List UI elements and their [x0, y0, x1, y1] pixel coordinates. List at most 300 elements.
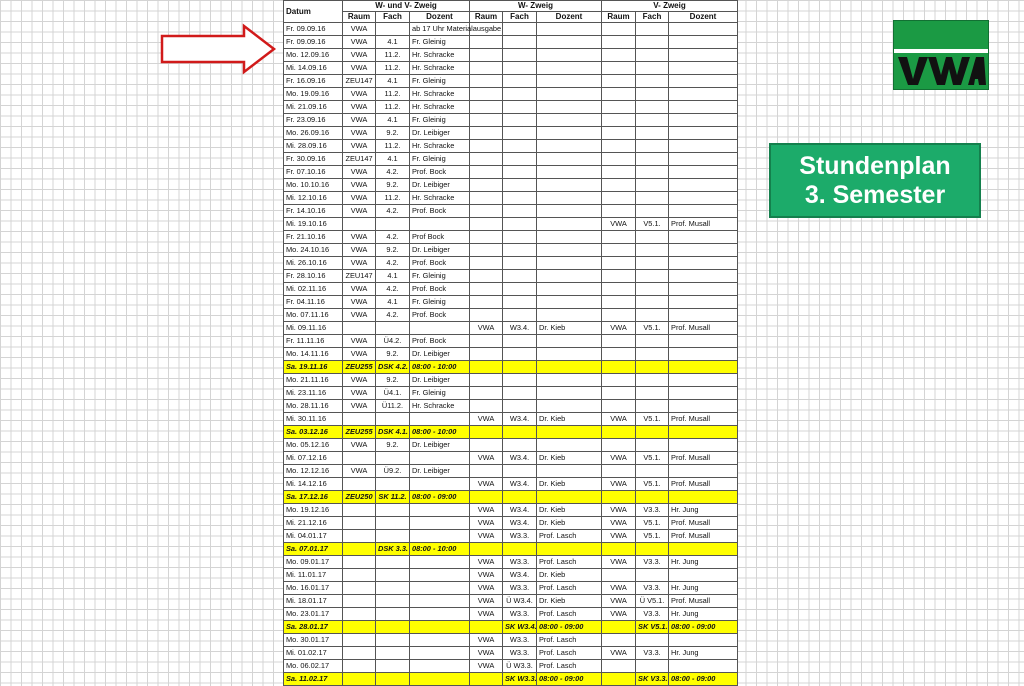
table-cell — [602, 361, 636, 374]
table-cell — [537, 49, 602, 62]
table-cell: VWA — [470, 634, 503, 647]
table-cell — [503, 75, 537, 88]
table-cell: SK W3.4. — [503, 621, 537, 634]
table-cell — [503, 309, 537, 322]
cell-datum: Mo. 12.12.16 — [284, 465, 343, 478]
table-cell — [669, 88, 738, 101]
table-cell — [537, 192, 602, 205]
table-cell — [537, 296, 602, 309]
table-cell: SK V5.1. — [636, 621, 669, 634]
table-cell: VWA — [470, 504, 503, 517]
table-row — [284, 556, 738, 569]
table-cell: V3.3. — [636, 608, 669, 621]
table-cell: Hr. Jung — [669, 647, 738, 660]
table-row — [284, 452, 738, 465]
table-cell: VWA — [602, 504, 636, 517]
table-cell: 9.2. — [376, 179, 410, 192]
table-cell — [537, 218, 602, 231]
table-cell: Hr. Schracke — [410, 192, 470, 205]
cell-datum: Fr. 11.11.16 — [284, 335, 343, 348]
table-cell — [537, 491, 602, 504]
table-cell — [602, 660, 636, 673]
table-cell — [602, 88, 636, 101]
table-row — [284, 205, 738, 218]
table-cell: Hr. Schracke — [410, 400, 470, 413]
table-cell — [503, 400, 537, 413]
table-row — [284, 127, 738, 140]
table-cell — [470, 205, 503, 218]
table-cell — [503, 296, 537, 309]
table-cell — [537, 270, 602, 283]
table-cell — [602, 257, 636, 270]
table-cell — [343, 530, 376, 543]
table-cell — [636, 400, 669, 413]
table-row — [284, 114, 738, 127]
table-cell: 11.2. — [376, 88, 410, 101]
table-cell: Ü9.2. — [376, 465, 410, 478]
table-row — [284, 335, 738, 348]
cell-datum: Fr. 14.10.16 — [284, 205, 343, 218]
table-cell — [470, 101, 503, 114]
table-cell — [343, 504, 376, 517]
table-cell — [503, 179, 537, 192]
table-cell — [537, 166, 602, 179]
table-cell — [376, 660, 410, 673]
table-row — [284, 179, 738, 192]
table-cell: 4.2. — [376, 283, 410, 296]
table-cell — [343, 218, 376, 231]
table-cell: 4.2. — [376, 205, 410, 218]
cell-datum: Mi. 14.09.16 — [284, 62, 343, 75]
table-cell: Prof. Lasch — [537, 608, 602, 621]
cell-datum: Mi. 23.11.16 — [284, 387, 343, 400]
table-cell — [376, 452, 410, 465]
table-cell: VWA — [602, 556, 636, 569]
table-cell — [503, 361, 537, 374]
table-cell — [537, 283, 602, 296]
cell-datum: Mo. 28.11.16 — [284, 400, 343, 413]
cell-datum: Mo. 05.12.16 — [284, 439, 343, 452]
table-cell: Hr. Schracke — [410, 101, 470, 114]
cell-datum: Mo. 19.12.16 — [284, 504, 343, 517]
table-cell — [602, 127, 636, 140]
table-cell: Prof. Musall — [669, 218, 738, 231]
table-cell — [376, 595, 410, 608]
table-cell — [376, 556, 410, 569]
table-cell — [343, 322, 376, 335]
table-row — [284, 673, 738, 686]
table-cell — [410, 452, 470, 465]
table-cell: Fr. Gleinig — [410, 296, 470, 309]
table-cell: VWA — [343, 296, 376, 309]
table-cell: VWA — [470, 569, 503, 582]
table-cell — [470, 153, 503, 166]
table-row — [284, 166, 738, 179]
table-cell: 08:00 - 09:00 — [410, 491, 470, 504]
table-cell — [669, 75, 738, 88]
table-cell — [503, 257, 537, 270]
table-cell — [669, 374, 738, 387]
table-cell: VWA — [470, 660, 503, 673]
table-cell — [669, 439, 738, 452]
table-cell: Fr. Gleinig — [410, 75, 470, 88]
group-wv: W- und V- Zweig — [343, 1, 470, 12]
table-cell — [470, 335, 503, 348]
table-row — [284, 569, 738, 582]
col-dozent: Dozent — [669, 12, 738, 23]
table-row — [284, 283, 738, 296]
table-row — [284, 348, 738, 361]
table-row — [284, 296, 738, 309]
table-cell — [537, 88, 602, 101]
cell-datum: Mi. 21.09.16 — [284, 101, 343, 114]
table-cell: 08:00 - 10:00 — [410, 426, 470, 439]
table-cell: 4.2. — [376, 309, 410, 322]
table-cell: Dr. Leibiger — [410, 127, 470, 140]
table-cell — [537, 140, 602, 153]
table-cell — [669, 283, 738, 296]
table-cell — [602, 673, 636, 686]
table-cell: ZEU147 — [343, 270, 376, 283]
table-cell: VWA — [343, 348, 376, 361]
table-cell — [503, 218, 537, 231]
table-cell — [669, 660, 738, 673]
table-cell: 4.2. — [376, 257, 410, 270]
table-cell — [669, 335, 738, 348]
table-cell — [470, 309, 503, 322]
table-cell — [636, 361, 669, 374]
table-cell: 08:00 - 09:00 — [537, 621, 602, 634]
table-cell: VWA — [343, 127, 376, 140]
col-raum: Raum — [602, 12, 636, 23]
table-cell — [376, 504, 410, 517]
table-cell — [343, 478, 376, 491]
table-cell: VWA — [343, 465, 376, 478]
cell-datum: Sa. 07.01.17 — [284, 543, 343, 556]
table-cell — [602, 309, 636, 322]
table-cell — [470, 465, 503, 478]
table-cell: 08:00 - 10:00 — [410, 543, 470, 556]
table-cell — [470, 270, 503, 283]
col-fach: Fach — [376, 12, 410, 23]
table-cell: Prof. Musall — [669, 413, 738, 426]
table-cell: Prof. Lasch — [537, 647, 602, 660]
table-cell: W3.3. — [503, 582, 537, 595]
table-row — [284, 400, 738, 413]
table-cell — [669, 231, 738, 244]
table-cell — [410, 647, 470, 660]
table-cell — [636, 283, 669, 296]
table-cell — [602, 439, 636, 452]
table-cell: VWA — [343, 257, 376, 270]
table-cell — [537, 374, 602, 387]
table-cell — [636, 374, 669, 387]
table-cell: V3.3. — [636, 556, 669, 569]
table-cell: Prof. Lasch — [537, 582, 602, 595]
table-cell — [410, 660, 470, 673]
table-cell — [669, 62, 738, 75]
table-cell — [376, 608, 410, 621]
table-cell: VWA — [343, 36, 376, 49]
table-row — [284, 153, 738, 166]
table-cell: VWA — [343, 387, 376, 400]
table-cell — [636, 387, 669, 400]
table-cell — [636, 491, 669, 504]
table-cell: Ü4.1. — [376, 387, 410, 400]
table-cell — [537, 335, 602, 348]
table-cell — [470, 140, 503, 153]
table-cell: W3.4. — [503, 478, 537, 491]
table-cell — [410, 634, 470, 647]
table-cell: VWA — [470, 413, 503, 426]
table-cell — [503, 205, 537, 218]
table-cell — [537, 231, 602, 244]
table-cell — [470, 114, 503, 127]
table-cell — [636, 569, 669, 582]
table-cell: V5.1. — [636, 413, 669, 426]
table-cell: VWA — [343, 231, 376, 244]
cell-datum: Fr. 23.09.16 — [284, 114, 343, 127]
table-cell: 08:00 - 09:00 — [669, 621, 738, 634]
table-cell: Dr. Leibiger — [410, 465, 470, 478]
table-cell: Hr. Jung — [669, 504, 738, 517]
table-cell — [669, 179, 738, 192]
table-row — [284, 322, 738, 335]
cell-datum: Mi. 18.01.17 — [284, 595, 343, 608]
cell-datum: Mi. 09.11.16 — [284, 322, 343, 335]
table-row — [284, 374, 738, 387]
table-cell — [470, 296, 503, 309]
table-cell: Ü W3.3. — [503, 660, 537, 673]
table-row — [284, 387, 738, 400]
table-cell — [602, 192, 636, 205]
table-row — [284, 439, 738, 452]
table-cell: 08:00 - 09:00 — [537, 673, 602, 686]
table-cell: VWA — [470, 647, 503, 660]
table-cell — [669, 140, 738, 153]
table-row — [284, 192, 738, 205]
table-cell — [376, 517, 410, 530]
table-cell: Fr. Gleinig — [410, 114, 470, 127]
table-cell — [636, 114, 669, 127]
table-cell: 08:00 - 10:00 — [410, 361, 470, 374]
table-cell — [410, 478, 470, 491]
table-cell — [343, 647, 376, 660]
table-cell — [470, 621, 503, 634]
table-cell — [410, 517, 470, 530]
cell-datum: Mi. 26.10.16 — [284, 257, 343, 270]
table-cell — [537, 75, 602, 88]
table-cell — [537, 114, 602, 127]
table-cell: Dr. Kieb — [537, 517, 602, 530]
table-cell — [636, 465, 669, 478]
table-cell — [503, 49, 537, 62]
table-cell — [602, 205, 636, 218]
table-cell: VWA — [470, 517, 503, 530]
table-cell — [343, 543, 376, 556]
table-cell — [470, 283, 503, 296]
table-cell — [376, 322, 410, 335]
table-cell — [376, 478, 410, 491]
table-cell: 4.1 — [376, 36, 410, 49]
table-cell: Prof. Bock — [410, 283, 470, 296]
cell-datum: Fr. 09.09.16 — [284, 23, 343, 36]
table-cell — [669, 101, 738, 114]
group-w: W- Zweig — [470, 1, 602, 12]
table-cell: Dr. Kieb — [537, 504, 602, 517]
table-cell — [602, 335, 636, 348]
table-cell: SK V3.3. — [636, 673, 669, 686]
table-cell — [669, 543, 738, 556]
col-dozent: Dozent — [537, 12, 602, 23]
table-cell — [602, 231, 636, 244]
table-cell — [503, 439, 537, 452]
table-cell: VWA — [343, 192, 376, 205]
table-cell: VWA — [602, 218, 636, 231]
table-cell: VWA — [470, 452, 503, 465]
table-cell: VWA — [343, 205, 376, 218]
table-cell — [602, 166, 636, 179]
cell-datum: Sa. 03.12.16 — [284, 426, 343, 439]
table-cell — [537, 179, 602, 192]
table-cell — [636, 309, 669, 322]
cell-datum: Mo. 09.01.17 — [284, 556, 343, 569]
cell-datum: Sa. 19.11.16 — [284, 361, 343, 374]
table-cell — [602, 296, 636, 309]
cell-datum: Mo. 14.11.16 — [284, 348, 343, 361]
table-cell — [636, 23, 669, 36]
table-cell — [537, 36, 602, 49]
table-row — [284, 49, 738, 62]
table-cell — [602, 491, 636, 504]
table-cell — [470, 62, 503, 75]
table-cell — [470, 348, 503, 361]
table-row — [284, 36, 738, 49]
table-cell: VWA — [602, 647, 636, 660]
table-cell: Dr. Leibiger — [410, 374, 470, 387]
table-cell — [343, 621, 376, 634]
table-cell — [470, 257, 503, 270]
table-cell — [376, 23, 410, 36]
table-cell: Prof. Lasch — [537, 556, 602, 569]
table-cell: 9.2. — [376, 374, 410, 387]
table-cell — [669, 257, 738, 270]
table-row — [284, 413, 738, 426]
table-cell — [602, 36, 636, 49]
table-cell: V5.1. — [636, 478, 669, 491]
table-cell: Dr. Leibiger — [410, 179, 470, 192]
table-cell: DSK 4.2. — [376, 361, 410, 374]
table-cell: VWA — [602, 322, 636, 335]
table-cell — [470, 49, 503, 62]
table-cell — [636, 439, 669, 452]
table-cell: 4.1 — [376, 296, 410, 309]
table-cell: VWA — [470, 608, 503, 621]
table-cell — [503, 88, 537, 101]
table-cell — [602, 400, 636, 413]
table-cell: 11.2. — [376, 49, 410, 62]
table-cell — [669, 23, 738, 36]
title-line-2: 3. Semester — [804, 180, 946, 209]
table-cell — [470, 426, 503, 439]
table-cell — [343, 569, 376, 582]
table-cell — [537, 23, 602, 36]
table-cell — [470, 166, 503, 179]
table-cell: DSK 3.3. — [376, 543, 410, 556]
table-cell — [636, 205, 669, 218]
title-line-1: Stundenplan — [799, 151, 951, 180]
table-cell — [669, 205, 738, 218]
table-cell: V5.1. — [636, 218, 669, 231]
cell-datum: Mi. 14.12.16 — [284, 478, 343, 491]
table-cell — [636, 127, 669, 140]
table-cell: V5.1. — [636, 517, 669, 530]
table-row — [284, 608, 738, 621]
table-cell — [669, 348, 738, 361]
table-cell: ab 17 Uhr Materialausgabe — [410, 23, 470, 36]
table-cell: 11.2. — [376, 192, 410, 205]
table-cell: Dr. Kieb — [537, 322, 602, 335]
table-cell: Hr. Jung — [669, 582, 738, 595]
table-cell — [602, 140, 636, 153]
table-cell — [537, 244, 602, 257]
table-cell: Hr. Schracke — [410, 49, 470, 62]
table-cell: VWA — [602, 530, 636, 543]
table-cell: V5.1. — [636, 530, 669, 543]
table-cell — [503, 192, 537, 205]
table-row — [284, 361, 738, 374]
table-cell: VWA — [602, 517, 636, 530]
table-cell — [636, 62, 669, 75]
col-fach: Fach — [636, 12, 669, 23]
table-row — [284, 621, 738, 634]
table-cell: 4.1 — [376, 75, 410, 88]
cell-datum: Mi. 28.09.16 — [284, 140, 343, 153]
table-cell: VWA — [343, 244, 376, 257]
table-row — [284, 426, 738, 439]
table-cell: V5.1. — [636, 322, 669, 335]
table-cell — [636, 231, 669, 244]
table-cell: VWA — [602, 478, 636, 491]
table-cell: Fr. Gleinig — [410, 387, 470, 400]
table-cell: Prof. Musall — [669, 452, 738, 465]
cell-datum: Mi. 02.11.16 — [284, 283, 343, 296]
col-raum: Raum — [343, 12, 376, 23]
table-cell — [537, 387, 602, 400]
table-cell: VWA — [343, 439, 376, 452]
table-row — [284, 504, 738, 517]
table-cell: 4.1 — [376, 153, 410, 166]
table-row — [284, 478, 738, 491]
table-row — [284, 244, 738, 257]
table-cell — [602, 465, 636, 478]
table-cell — [470, 127, 503, 140]
table-cell — [669, 634, 738, 647]
cell-datum: Mo. 26.09.16 — [284, 127, 343, 140]
table-cell — [537, 153, 602, 166]
table-cell: Prof. Musall — [669, 530, 738, 543]
table-cell: V3.3. — [636, 504, 669, 517]
table-cell — [669, 491, 738, 504]
table-cell — [503, 166, 537, 179]
table-cell: VWA — [343, 335, 376, 348]
red-arrow-icon — [160, 24, 278, 74]
table-cell — [503, 140, 537, 153]
table-cell — [376, 218, 410, 231]
table-cell: W3.3. — [503, 647, 537, 660]
table-row — [284, 634, 738, 647]
table-cell — [410, 595, 470, 608]
